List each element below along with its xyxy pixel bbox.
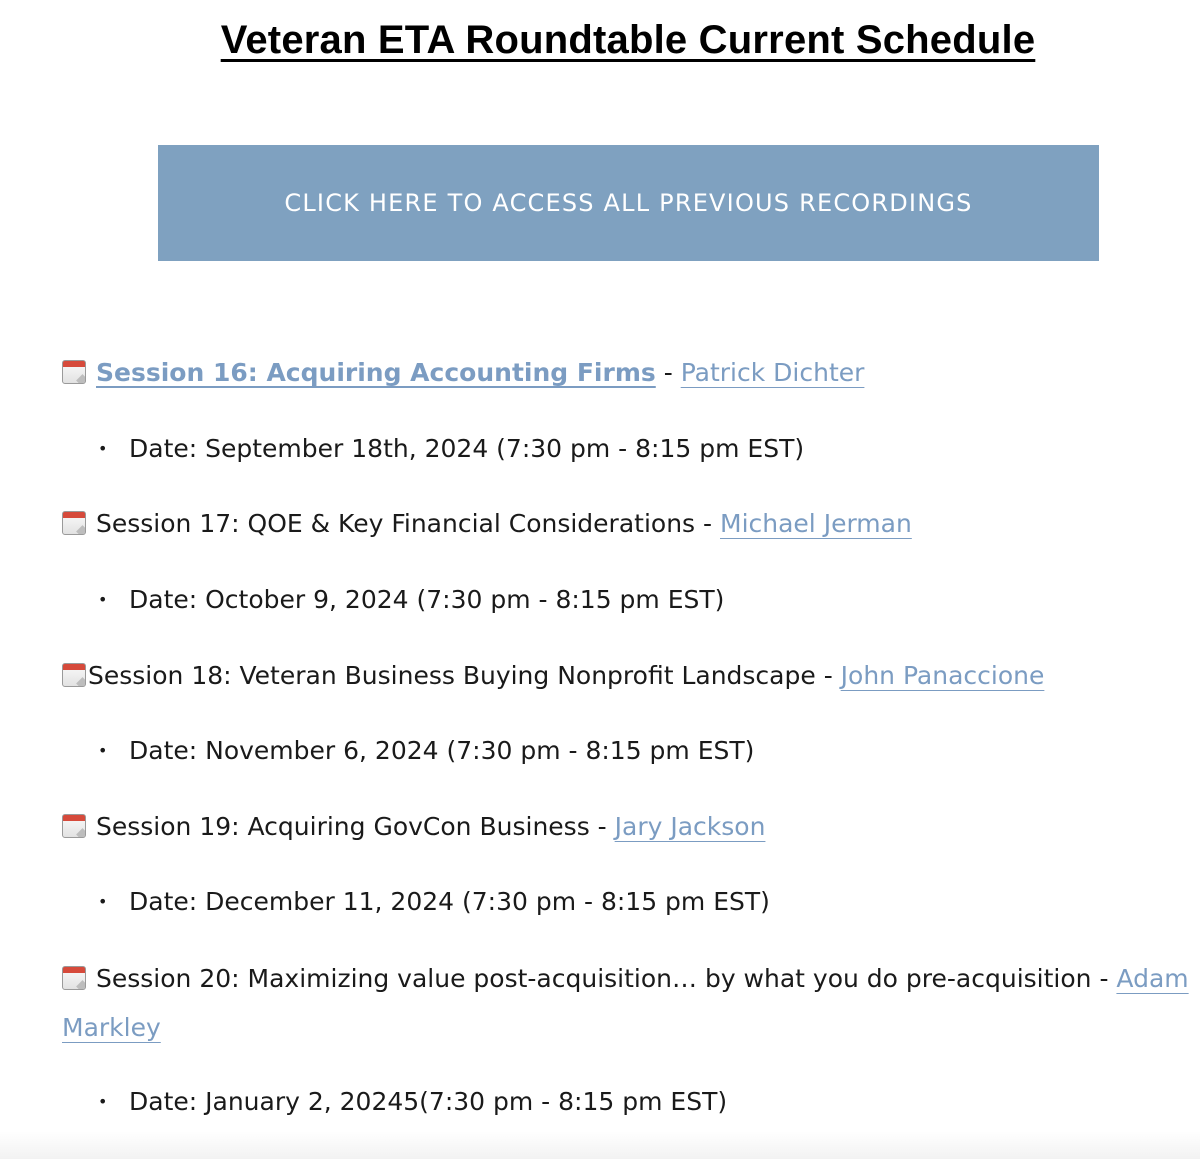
bullet: • xyxy=(98,590,108,609)
session-date xyxy=(98,735,754,767)
bullet: • xyxy=(98,439,108,458)
session-date xyxy=(98,584,724,616)
calendar-icon xyxy=(62,663,86,687)
speaker-link[interactable]: Patrick Dichter xyxy=(680,358,865,387)
separator: - xyxy=(655,358,681,387)
session-date-text: Date: January 2, 20245(7:30 pm - 8:15 pm EST) xyxy=(129,1087,728,1116)
session-item xyxy=(62,811,765,843)
session-title: Session 18: Veteran Business Buying Nonprofit Landscape xyxy=(88,661,816,690)
session-title-link[interactable]: Session 16: Acquiring Accounting Firms xyxy=(96,358,656,387)
calendar-icon xyxy=(62,511,86,535)
separator: - xyxy=(1091,964,1117,993)
session-item xyxy=(62,954,1192,1052)
session-title: Session 20: Maximizing value post-acquisition… by what you do pre-acquisition xyxy=(96,964,1092,993)
session-date xyxy=(98,433,804,465)
session-date-text: Date: November 6, 2024 (7:30 pm - 8:15 pm EST) xyxy=(129,736,755,765)
session-date xyxy=(98,886,770,918)
bottom-shadow xyxy=(0,1131,1200,1159)
session-date-text: Date: October 9, 2024 (7:30 pm - 8:15 pm EST) xyxy=(129,585,725,614)
session-date-text: Date: September 18th, 2024 (7:30 pm - 8:15 pm EST) xyxy=(129,434,805,463)
bullet: • xyxy=(98,892,108,911)
speaker-link[interactable]: Adam Markley xyxy=(62,964,1189,1042)
access-recordings-button[interactable]: CLICK HERE TO ACCESS ALL PREVIOUS RECORDINGS xyxy=(158,145,1099,261)
page-title: Veteran ETA Roundtable Current Schedule xyxy=(220,18,1036,62)
session-date xyxy=(98,1086,727,1118)
bullet: • xyxy=(98,741,108,760)
session-date-text: Date: December 11, 2024 (7:30 pm - 8:15 pm EST) xyxy=(129,887,770,916)
calendar-icon xyxy=(62,814,86,838)
session-item xyxy=(62,357,864,389)
calendar-icon xyxy=(62,966,86,990)
speaker-link[interactable]: Jary Jackson xyxy=(614,812,766,841)
speaker-link[interactable]: Michael Jerman xyxy=(720,509,912,538)
session-item xyxy=(62,660,1044,692)
separator: - xyxy=(815,661,841,690)
separator: - xyxy=(589,812,615,841)
calendar-icon xyxy=(62,360,86,384)
session-title: Session 19: Acquiring GovCon Business xyxy=(96,812,590,841)
speaker-link[interactable]: John Panaccione xyxy=(840,661,1045,690)
session-item xyxy=(62,508,912,540)
bullet: • xyxy=(98,1092,108,1111)
separator: - xyxy=(695,509,720,538)
session-title: Session 17: QOE & Key Financial Considerations xyxy=(96,509,696,538)
